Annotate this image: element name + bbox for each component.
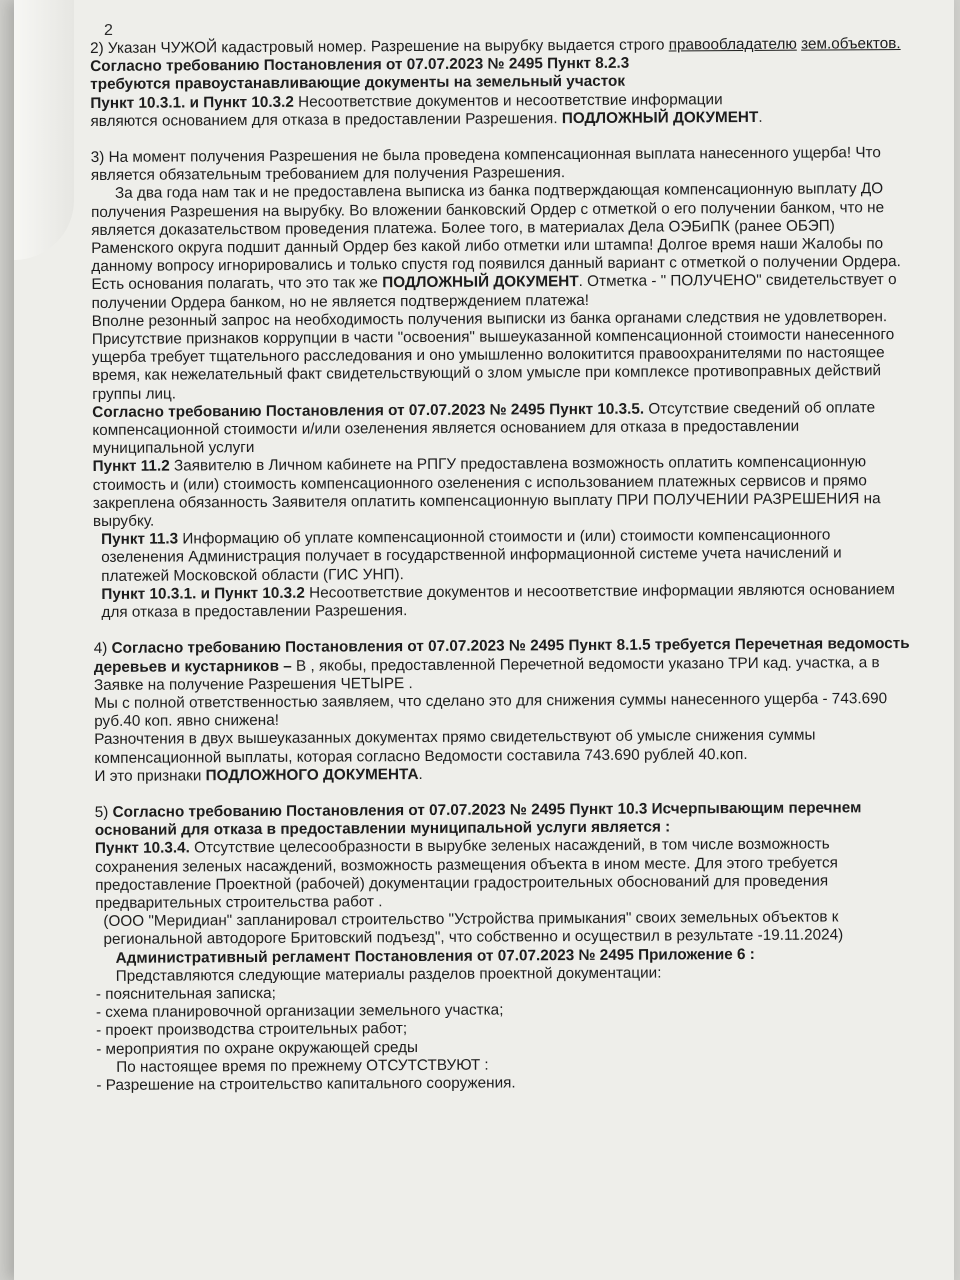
- list-item: - пояснительная записка;: [95, 984, 276, 1003]
- paragraph: Административный регламент Постановления от 07.07.2023 № 2495 Приложение 6 :: [115, 945, 755, 967]
- document-page: [14, 0, 954, 1280]
- paragraph: 2) Указан ЧУЖОЙ кадастровый номер. Разрешение на вырубку выдается строго правообладателю зем.объектов. Согласно требованию Постановления от 07.07.2023 № 2495 Пункт 8.2.3: [90, 35, 901, 76]
- paragraph: Пункт 10.3.4. Отсутствие целесообразности в вырубке зеленых насаждений, в том числе возможность сохранения зеленых насаждений, возможность размещения объекта в ином месте. Для этого требуется предоставление Проектной (рабочей) документации градостроительных обоснований для проведения предварительных строительства работ .: [94, 835, 838, 912]
- paragraph: 3) На момент получения Разрешения не была проведена компенсационная выплата нанесенного ущерба! Что является обязательным требованием для получения Разрешения.: [90, 144, 881, 185]
- paragraph: требуются правоустанавливающие документы на земельный участок: [90, 73, 626, 94]
- paragraph: Пункт 11.3 Информацию об уплате компенсационной стоимости и (или) стоимости компенсационного озеленения Администрация получает в государственной информационной системе учета начислений и платежей Московской области (ГИС УНП).: [101, 526, 842, 585]
- section-4: [94, 635, 915, 786]
- paragraph: (ООО "Меридиан" запланировал строительство "Устройства примыкания" своих земельных объектов к региональной автодороге Бритовский подъезд", что собственно и осуществил в результате -19.11.2024): [103, 908, 844, 949]
- page-number: 2: [104, 22, 113, 39]
- paragraph: Мы с полной ответственностью заявляем, что сделано это для снижения суммы нанесенного ущерба - 743.690 руб.40 коп. явно снижена!: [94, 690, 888, 731]
- section-2: [90, 35, 911, 131]
- section-3: [91, 144, 914, 622]
- paragraph: 5) Согласно требованию Постановления от 07.07.2023 № 2495 Пункт 10.3 Исчерпывающим перечнем оснований для отказа в предоставлении муниципальной услуги является :: [94, 799, 862, 840]
- paragraph: За два года нам так и не предоставлена выписка из банка подтверждающая компенсационную выплату ДО получения Разрешения на вырубку. Во вложении банковский Ордер с отметкой о его получении банком, что не является доказательством проведения платежа. Более того, в материалах Дела ОЭБиПК (ранее ОБЭП) Раменского округа подшит данный Ордер без какой либо отметки или штампа! Долгое время наши Жалобы по данному вопросу игнорировались и только спустя год появился данный вариант с отметкой о получении Ордера. Есть основания полагать, что это так же ПОДЛОЖНЫЙ ДОКУМЕНТ. Отметка - " ПОЛУЧЕНО" свидетельствует о получении Ордера банком, но не является подтверждением платежа!: [90, 180, 901, 312]
- list-item: - проект производства строительных работ;: [96, 1020, 408, 1040]
- paragraph: 4) Согласно требованию Постановления от 07.07.2023 № 2495 Пункт 8.1.5 требуется Перечетная ведомость деревьев и кустарников – В , якобы, предоставленной Перечетной ведомости указано ТРИ кад. участка, а в Заявке на получение Разрешения ЧЕТЫРЕ .: [93, 635, 910, 694]
- paragraph: Вполне резонный запрос на необходимость получения выписки из банка органами следствия не удовлетворен. Присутствие признаков коррупции в части "освоения" вышеуказанной компенсационной стоимости нанесенного ущерба требует тщательного расследования и оно умышленно волокитится правоохранителями по настоящее время, как нежелательный факт свидетельствующий о злом умысле при комплексе противоправных действий группы лиц.: [91, 307, 895, 403]
- page-curl: [14, 0, 74, 260]
- paragraph: Пункт 11.2 Заявителю в Личном кабинете на РПГУ предоставлена возможность оплатить компенсационную стоимость и (или) стоимость компенсационного озеленения с использованием платежных сервисов и прямо закреплена обязанность Заявителя оплатить компенсационную выплату ПРИ ПОЛУЧЕНИИ РАЗРЕШЕНИЯ на вырубку.: [92, 453, 881, 531]
- paragraph: Разночтения в двух вышеуказанных документах прямо свидетельствуют об умысле снижения суммы компенсационной выплаты, которая согласно Ведомости составила 743.690 рублей 40.коп.: [94, 726, 816, 767]
- list-item: - Разрешение на строительство капитального сооружения.: [96, 1074, 516, 1094]
- paragraph: Пункт 10.3.1. и Пункт 10.3.2 Несоответствие документов и несоответствие информации: [90, 90, 723, 112]
- list-item: - мероприятия по охране окружающей среды: [96, 1038, 419, 1058]
- paragraph: являются основанием для отказа в предоставлении Разрешения. ПОДЛОЖНЫЙ ДОКУМЕНТ.: [90, 108, 763, 130]
- paragraph: И это признаки ПОДЛОЖНОГО ДОКУМЕНТА.: [94, 765, 423, 785]
- paragraph: Представляются следующие материалы разделов проектной документации:: [115, 964, 662, 985]
- paragraph: Пункт 10.3.1. и Пункт 10.3.2 Несоответствие документов и несоответствие информации являются основанием для отказа в предоставлении Разрешения.: [101, 580, 895, 622]
- paragraph: По настоящее время по прежнему ОТСУТСТВУЮТ :: [116, 1056, 489, 1076]
- section-5: [95, 799, 917, 1095]
- list-item: - схема планировочной организации земельного участка;: [95, 1001, 504, 1022]
- paragraph: Согласно требованию Постановления от 07.07.2023 № 2495 Пункт 10.3.5. Отсутствие сведений об оплате компенсационной стоимости и/или озеленения является основанием для отказа в предоставлении муниципальной услуги: [92, 399, 876, 458]
- document-body: [90, 35, 916, 1095]
